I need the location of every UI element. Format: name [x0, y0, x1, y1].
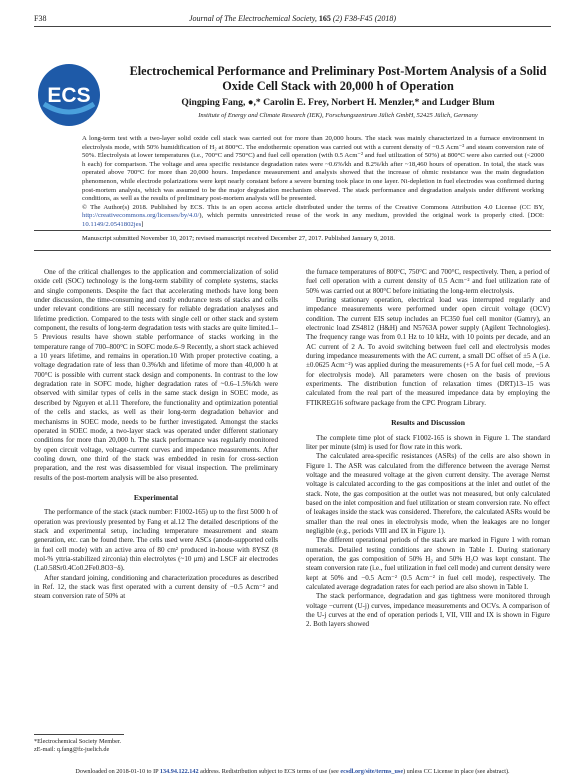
right-paragraph-1: the furnace temperatures of 800°C, 750°C and 700°C, respectively. Then, a period of fuel cell operation with a current density of 0.5 Acm⁻² and fuel utilization rate of 50% was carried out at 800°C before initiating the long-term electrolysis.: [306, 268, 550, 295]
license-prefix: © The Author(s) 2018. Published by ECS. This is an open access article distributed under the terms of the Creative Commons Attribution 4.0 License (CC BY,: [82, 203, 544, 211]
license-text: [82, 204, 544, 230]
results-paragraph-3: The different operational periods of the stack are marked in Figure 1 with roman numerals. Detailed testing conditions are shown in Table I. During stationary operation, the gas composition of 50% H₂ and 50% H₂O was kept constant. The steam conversion rate (i.e., fuel utilization in fuel cell mode) and current density were kept at 50% and −0.5 Acm⁻² (0.5 Acm⁻² in fuel cell mode), respectively. The calculated average degradation rates for each period are also shown in Table I.: [306, 536, 550, 591]
left-column: [34, 268, 278, 602]
intro-paragraph: One of the critical challenges to the application and commercialization of solid oxide cell (SOC) technology is the long-term stability of complete systems, stacks and single components. Despite the fact that accelerating methods have long been under discussion, the time-consuming and costly endurance tests of stacks and cells under relevant conditions are still necessary for reliable degradation analyses and lifetime prediction. Compared to the tests with single cell or other stack and system component, the results of long-term degradation tests with stacks are quite limited.1–5 Previous results have shown stable performance of stacks working in the temperature range of 700–800°C in SOFC mode.6–9 Recently, a short stack achieved a 10 years lifetime, and remains in operation.10 With proper protective coating, a voltage degradation rate of less than 0.3%/kh and lifetime of more than 40,000 h at 700°C is possible with current stack design and components. In contrast to the low degradation rate in SOFC mode, higher degradation rates of ~0.6–1.5%/kh were observed with similar types of cells in the same stack design in SOEC mode, as described by Nguyen et al.11 Therefore, the functionality and optimization potential of the cells and stacks, as well as their long-term degradation behavior and mechanisms in SOEC mode, needs to be further investigated. Amongst the stacks operated in SOEC mode, a two-layer stack was operated under different stationary conditions for more than 20,000 h. The stack performance was regularly monitored by open circuit voltage, voltage-current curves and impedance measurements. After cooling down, one third of the stack was embedded in resin for cross-section preparation, and the rest was disassembled for visual inspection. The preliminary results of the post-mortem analysis will be also presented.: [34, 268, 278, 482]
authors: Qingping Fang, ●,* Carolin E. Frey, Norbert H. Menzler,* and Ludger Blum: [181, 97, 495, 108]
journal-pages: (2) F38-F45 (2018): [332, 14, 396, 23]
experimental-paragraph-1: The performance of the stack (stack number: F1002-165) up to the first 5000 h of operation was previously presented by Fang et al.12 The detailed descriptions of the stack and experimental setup, including temperature measurement and steam generation, etc. can be found there. The cells used were ASCs (anode-supported cells in fuel cell mode) with an active area of 80 cm² produced in-house with 8YSZ (8 mol-% yttria-stabilized zirconia) thin electrolytes (~10 μm) and LSCF air electrodes (La0.58Sr0.4Co0.2Fe0.8O3−δ).: [34, 508, 278, 573]
journal-header: [0, 14, 585, 23]
header-rule: [34, 26, 551, 27]
affiliation: Institute of Energy and Climate Research (IEK), Forschungszentrum Jülich GmbH, 52425 Jülich, Germany: [198, 112, 478, 119]
results-heading: Results and Discussion: [391, 418, 465, 428]
license-link[interactable]: http://creativecommons.org/licenses/by/4.0/: [82, 212, 200, 220]
footnotes: [34, 738, 278, 754]
journal-name: Journal of The Electrochemical Society,: [189, 14, 317, 23]
footnote-email: zE-mail: q.fang@fz-juelich.de: [34, 745, 110, 753]
footnote-member: *Electrochemical Society Member.: [34, 738, 122, 745]
terms-link[interactable]: ecsdl.org/site/terms_use: [340, 768, 404, 775]
doi-link[interactable]: 10.1149/2.0541802jes: [82, 220, 142, 228]
footer-prefix: Downloaded on 2018-01-10 to IP: [75, 768, 159, 775]
footnote-rule: [34, 734, 124, 735]
article-title: Electrochemical Performance and Preliminary Post-Mortem Analysis of a Solid Oxide Cell Stack with 20,000 h of Operation: [129, 64, 547, 93]
license-mid: ), which permits unrestricted reuse of the work in any medium, provided the original work is properly cited. [DOI:: [199, 212, 544, 220]
submitted-rule: [34, 250, 551, 251]
abstract-body: A long-term test with a two-layer solid oxide cell stack was carried out for more than 20,000 hours. The stack was mainly characterized in a furnace environment in electrolysis mode, with 50% humidification of H₂ at 800°C. The endothermic operation was carried out with a current density of −0.5 Acm⁻² and steam conversion rate of 50%. Electrolysis at lower temperatures (i.e., 700°C and 750°C) and fuel cell operation (with 0.5 Acm⁻² and fuel utilization of 50%) at 800°C were also carried out (<2000 h each) for comparison. The voltage and area specific resistance degradation rates were ~0.6%/kh and 8.2%/kh after ~18,460 hours of operation. In total, the stack was operated above 700°C for more than 20,000 hours. Impedance measurement and analysis showed that the increase of ohmic resistance was the main degradation phenomenon, while electrode polarizations were kept nearly constant before a severe burning took place in one layer. Ni-depletion in fuel electrodes was confirmed during post-mortem analysis, which was assumed to be the major degradation mechanism observed. The stack performance and degradation analysis under different working conditions, as well as the results of preliminary post-mortem analysis will be presented.: [82, 135, 544, 203]
abstract-rule: [34, 230, 551, 231]
logo-text: ECS: [47, 84, 91, 107]
page-id: F38: [34, 14, 47, 23]
journal-volume: 165: [318, 14, 331, 23]
experimental-heading: Experimental: [133, 492, 179, 502]
abstract: [82, 135, 544, 230]
results-paragraph-1: The complete time plot of stack F1002-165 is shown in Figure 1. The standard liter per minute (slm) is used for flow rate in this work.: [306, 433, 550, 451]
download-footer: [0, 768, 585, 775]
footer-ip: 134.94.122.142: [159, 768, 199, 775]
license-end: ]: [141, 220, 144, 228]
submission-dates: Manuscript submitted November 10, 2017; revised manuscript received December 27, 2017. Published January 9, 2018.: [82, 235, 395, 242]
results-paragraph-4: The stack performance, degradation and gas tightness were monitored through voltage −current (U-j) curves, impedance measurements and OCVs. A comparison of the U-j curves at the end of operation periods I, VII, VIII and IX is shown in Figure 2. Both layers showed: [306, 592, 550, 629]
experimental-paragraph-2: After standard joining, conditioning and characterization procedures as described in Ref. 12, the stack was first operated with a current density of −0.5 Acm⁻² and steam conversion rate of 50% at: [34, 573, 278, 601]
footer-mid: address. Redistribution subject to ECS terms of use (see: [200, 768, 339, 775]
results-paragraph-2: The calculated area-specific resistances (ASRs) of the cells are also shown in Figure 1. The ASR was calculated from the difference between the average Nernst voltage and the measured voltage at the given current density. The average Nernst voltage is calculated according to the gas compositions at the inlet and outlet of the stack. Note, the gas composition at the outlet was not measured, but only calculated based on the inlet composition and fuel utilization or steam conversion rate. No effect of leakages inside the stack was considered. Therefore, the calculated ASRs would be smaller than the real ones in electrolysis mode, when the leakages are no longer negligible (e.g., periods VIII and IX in Figure 1).: [306, 452, 550, 535]
ecs-logo: [36, 62, 102, 128]
footer-suffix: ) unless CC License in place (see abstract).: [403, 768, 510, 775]
right-column: [306, 268, 550, 630]
right-paragraph-2: During stationary operation, electrical load was interrupted regularly and impedance measurements were performed under open circuit voltage (OCV) condition. The current EIS setup includes an FC350 fuel cell monitor (Gamry), an electronic load ZS4812 (H&H) and N5763A power supply (Agilent Technologies). The frequency range was from 0.1 Hz to 10 kHz, with 10 points per decade, and an AC current of 2 A. To avoid switching between fuel cell and electrolysis modes during impedance measurements with the AC current, a small DC offset of ±5 A (i.e. ±0.0625 Acm⁻²) was applied during the measurements (+5 A for fuel cell mode, −5 A for electrolysis mode). All parameters were chosen on the basis of previous experiments. The distribution function of relaxation times (DRT)13–15 was calculated from the real part of the measured impedance data by employing the FTIKREG16 software package from the CPC Program Library.: [306, 296, 550, 407]
